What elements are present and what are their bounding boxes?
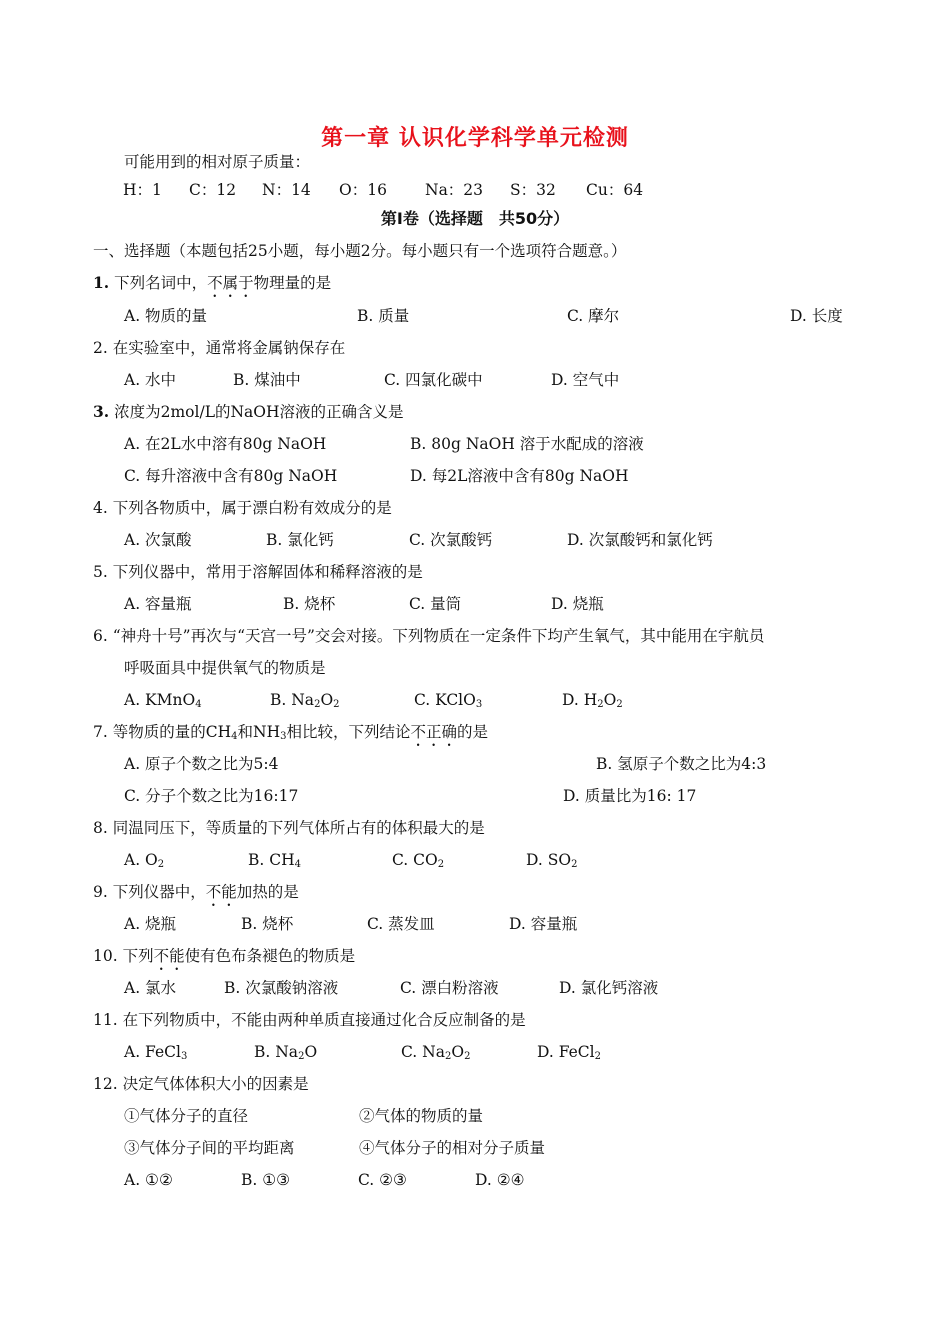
atomic-mass-cu: Cu：64 bbox=[586, 181, 644, 199]
question-9: 9. 下列仪器中，不能加热的是 bbox=[93, 883, 299, 901]
q9-option-b[interactable]: B. 烧杯 bbox=[241, 915, 294, 933]
emphasis-text: 不正确 bbox=[410, 723, 457, 741]
question-3: 3. 浓度为2mol/L的NaOH溶液的正确含义是 bbox=[93, 402, 404, 421]
part1-title: 第Ⅰ卷（选择题 共50分） bbox=[380, 209, 570, 228]
q3-option-c[interactable]: C. 每升溶液中含有80g NaOH bbox=[124, 467, 338, 485]
question-11: 11. 在下列物质中，不能由两种单质直接通过化合反应制备的是 bbox=[93, 1011, 526, 1029]
q6-option-b[interactable]: B. $Na_2O_2$ bbox=[270, 691, 340, 710]
q12-item-1: ①气体分子的直径 bbox=[124, 1107, 249, 1125]
q5-option-a[interactable]: A. 容量瓶 bbox=[124, 595, 192, 613]
q5-option-c[interactable]: C. 量筒 bbox=[409, 595, 462, 613]
question-12: 12. 决定气体体积大小的因素是 bbox=[93, 1075, 309, 1093]
q7-option-d[interactable]: D. 质量比为16: 17 bbox=[563, 787, 697, 805]
q7-option-a[interactable]: A. 原子个数之比为5:4 bbox=[124, 755, 279, 773]
q10-option-d[interactable]: D. 氯化钙溶液 bbox=[559, 979, 659, 997]
q12-item-4: ④气体分子的相对分子质量 bbox=[359, 1139, 546, 1157]
q6-option-a[interactable]: A. KMnO$_4$ bbox=[124, 691, 202, 710]
section1-heading: 一、选择题（本题包括25小题，每小题2分。每小题只有一个选项符合题意。） bbox=[93, 242, 627, 260]
atomic-mass-s: S：32 bbox=[510, 181, 556, 199]
q7-option-b[interactable]: B. 氢原子个数之比为4:3 bbox=[596, 755, 767, 773]
q9-option-a[interactable]: A. 烧瓶 bbox=[124, 915, 177, 933]
question-10: 10. 下列不能使有色布条褪色的物质是 bbox=[93, 947, 356, 965]
emphasis-text: 不能 bbox=[153, 947, 185, 965]
atomic-mass-c: C：12 bbox=[189, 181, 237, 199]
atomic-mass-o: O：16 bbox=[339, 181, 387, 199]
q1-option-b[interactable]: B. 质量 bbox=[357, 307, 410, 325]
q5-option-d[interactable]: D. 烧瓶 bbox=[551, 595, 604, 613]
q12-option-a[interactable]: A. ①② bbox=[124, 1171, 173, 1189]
atomic-mass-n: N：14 bbox=[262, 181, 311, 199]
q12-option-c[interactable]: C. ②③ bbox=[358, 1171, 407, 1189]
question-1: 1. 下列名词中，不属于物理量的是 bbox=[93, 273, 332, 292]
atomic-mass-na: Na：23 bbox=[425, 181, 484, 199]
q3-option-b[interactable]: B. 80g NaOH 溶于水配成的溶液 bbox=[410, 435, 644, 453]
q12-item-3: ③气体分子间的平均距离 bbox=[124, 1139, 295, 1157]
document-title: 第一章 认识化学科学单元检测 bbox=[321, 126, 629, 151]
q1-option-c[interactable]: C. 摩尔 bbox=[567, 307, 620, 325]
q12-option-d[interactable]: D. ②④ bbox=[475, 1171, 525, 1189]
q2-option-a[interactable]: A. 水中 bbox=[124, 371, 177, 389]
q8-option-a[interactable]: A. $O_2$ bbox=[124, 851, 165, 870]
q8-option-c[interactable]: C. $CO_2$ bbox=[392, 851, 445, 870]
q10-option-b[interactable]: B. 次氯酸钠溶液 bbox=[224, 979, 339, 997]
q11-option-a[interactable]: A. FeCl$_3$ bbox=[124, 1043, 188, 1062]
q4-option-b[interactable]: B. 氯化钙 bbox=[266, 531, 334, 549]
q2-option-c[interactable]: C. 四氯化碳中 bbox=[384, 371, 483, 389]
question-2: 2. 在实验室中，通常将金属钠保存在 bbox=[93, 339, 346, 357]
atomic-mass-h: H：1 bbox=[123, 181, 162, 199]
q8-option-d[interactable]: D. $SO_2$ bbox=[526, 851, 578, 870]
q4-option-c[interactable]: C. 次氯酸钙 bbox=[409, 531, 493, 549]
q1-option-a[interactable]: A. 物质的量 bbox=[124, 307, 208, 325]
q11-option-c[interactable]: C. $Na_2O_2$ bbox=[401, 1043, 471, 1062]
emphasis-text: 不属于 bbox=[207, 274, 254, 292]
q12-item-2: ②气体的物质的量 bbox=[359, 1107, 484, 1125]
q9-option-d[interactable]: D. 容量瓶 bbox=[509, 915, 578, 933]
q9-option-c[interactable]: C. 蒸发皿 bbox=[367, 915, 435, 933]
question-5: 5. 下列仪器中，常用于溶解固体和稀释溶液的是 bbox=[93, 563, 423, 581]
question-7: 7. 等物质的量的$CH_4$和$NH_3$相比较，下列结论不正确的是 bbox=[93, 723, 489, 742]
emphasis-text: 不能 bbox=[205, 883, 237, 901]
atomic-mass-label: 可能用到的相对原子质量： bbox=[124, 153, 311, 171]
q8-option-b[interactable]: B. $CH_4$ bbox=[248, 851, 301, 870]
q1-option-d[interactable]: D. 长度 bbox=[790, 307, 843, 325]
q6-option-d[interactable]: D. $H_2O_2$ bbox=[562, 691, 623, 710]
q2-option-b[interactable]: B. 煤油中 bbox=[233, 371, 301, 389]
q2-option-d[interactable]: D. 空气中 bbox=[551, 371, 620, 389]
question-8: 8. 同温同压下，等质量的下列气体所占有的体积最大的是 bbox=[93, 819, 485, 837]
q7-option-c[interactable]: C. 分子个数之比为16:17 bbox=[124, 787, 299, 805]
q11-option-d[interactable]: D. FeCl$_2$ bbox=[537, 1043, 602, 1062]
q4-option-d[interactable]: D. 次氯酸钙和氯化钙 bbox=[567, 531, 713, 549]
q3-option-d[interactable]: D. 每2L溶液中含有80g NaOH bbox=[410, 467, 629, 485]
question-4: 4. 下列各物质中，属于漂白粉有效成分的是 bbox=[93, 499, 392, 517]
q5-option-b[interactable]: B. 烧杯 bbox=[283, 595, 336, 613]
question-6-continued: 呼吸面具中提供氧气的物质是 bbox=[124, 659, 326, 677]
q3-option-a[interactable]: A. 在2L水中溶有80g NaOH bbox=[124, 435, 327, 453]
q4-option-a[interactable]: A. 次氯酸 bbox=[124, 531, 192, 549]
q12-option-b[interactable]: B. ①③ bbox=[241, 1171, 291, 1189]
question-6: 6. “神舟十号”再次与“天宫一号”交会对接。下列物质在一定条件下均产生氧气，其中能用在宇航员 bbox=[93, 627, 765, 645]
q10-option-a[interactable]: A. 氯水 bbox=[124, 979, 177, 997]
q6-option-c[interactable]: C. KClO$_3$ bbox=[414, 691, 483, 710]
q11-option-b[interactable]: B. $Na_2O$ bbox=[254, 1043, 318, 1062]
q10-option-c[interactable]: C. 漂白粉溶液 bbox=[400, 979, 499, 997]
